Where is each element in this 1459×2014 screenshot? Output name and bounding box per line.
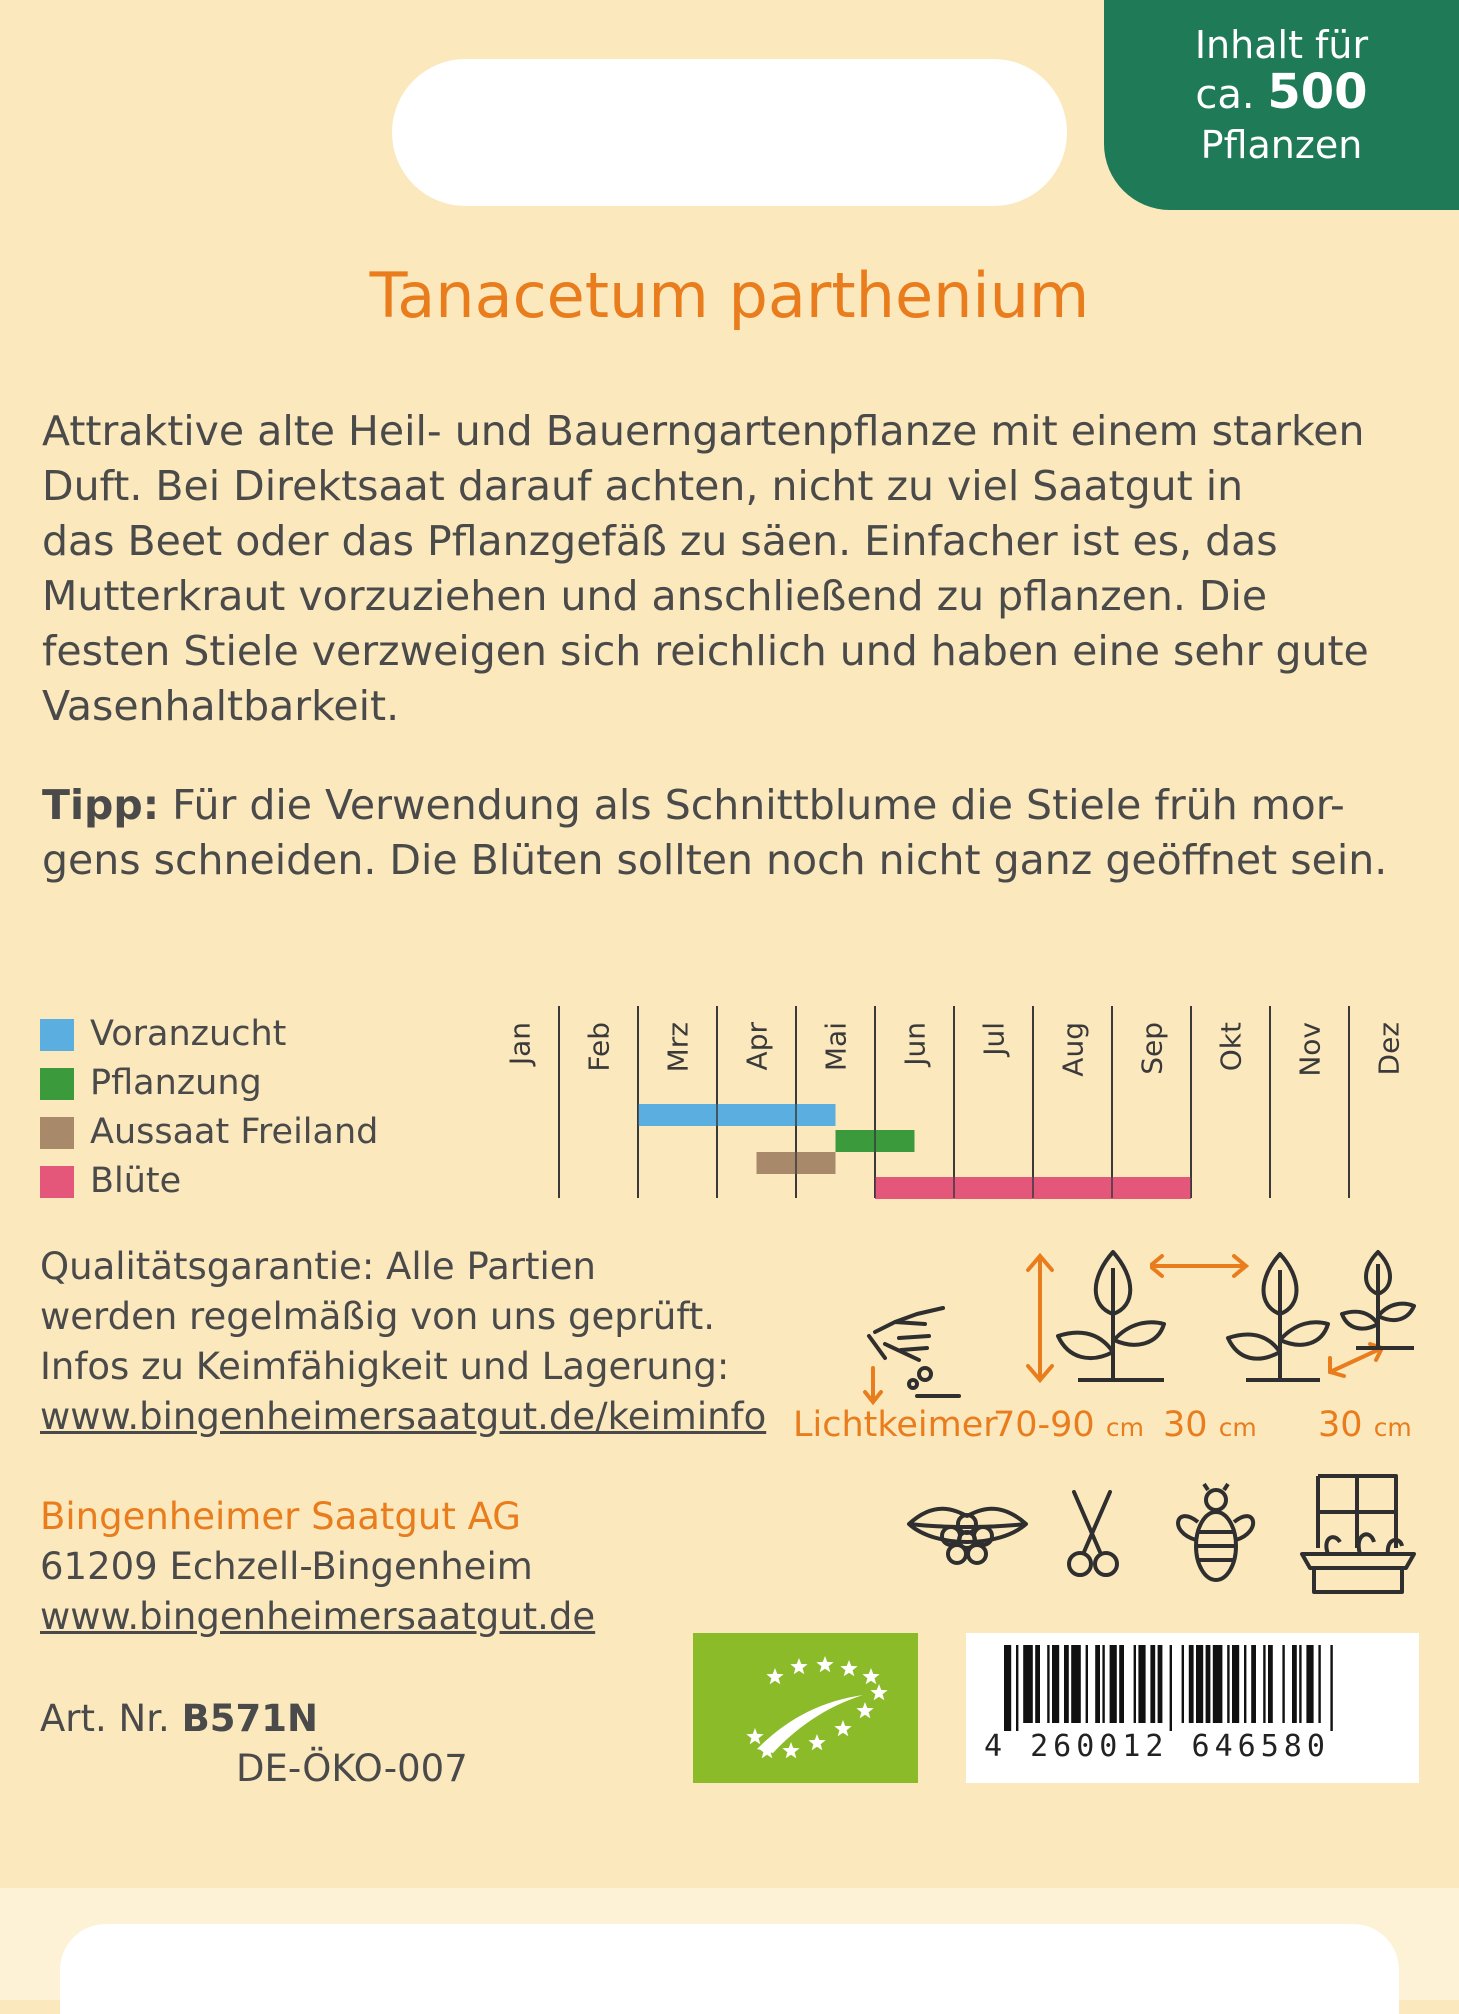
description-line: festen Stiele verzweigen sich reichlich und haben eine sehr gute (42, 627, 1369, 675)
barcode-bar (1095, 1645, 1100, 1723)
barcode-bar (1158, 1645, 1163, 1723)
barcode-bar (1213, 1645, 1223, 1723)
badge-line-1: Inhalt für (1194, 23, 1369, 67)
month-label: Jun (898, 1022, 932, 1066)
quality-guarantee (40, 1242, 780, 1442)
company-name: Bingenheimer Saatgut AG (40, 1495, 521, 1538)
barcode-bar (1251, 1645, 1256, 1723)
article-number (40, 1694, 318, 1744)
germination-label: Lichtkeimer (793, 1405, 998, 1445)
badge-count: 500 (1267, 64, 1368, 120)
keiminfo-link[interactable]: www.bingenheimersaatgut.de/keiminfo (40, 1395, 767, 1438)
eu-star (840, 1660, 857, 1676)
row-spacing-label (1163, 1403, 1257, 1450)
barcode-bar (1299, 1645, 1301, 1723)
barcode-bars (966, 1633, 1419, 1733)
month-label: Jan (503, 1022, 537, 1066)
species-title: Tanacetum parthenium (369, 259, 1090, 332)
description-line: das Beet oder das Pflanzgefäß zu säen. Einfacher ist es, das (42, 517, 1278, 565)
row-spacing-value: 30 (1163, 1405, 1208, 1445)
barcode-bar (1071, 1645, 1081, 1723)
eu-star (808, 1734, 825, 1750)
eu-leaf-stars-icon (693, 1633, 918, 1783)
eu-star (746, 1728, 763, 1744)
barcode-bar (1086, 1645, 1088, 1723)
legend-swatch (40, 1019, 74, 1051)
bee-icon (1168, 1482, 1263, 1587)
description (42, 404, 1432, 734)
barcode-bar (1282, 1645, 1284, 1723)
month-label: Mrz (661, 1022, 695, 1073)
month-label: Sep (1135, 1022, 1169, 1075)
badge-line-2 (1104, 64, 1459, 120)
article-label: Art. Nr. (40, 1697, 170, 1740)
barcode-bar (1227, 1645, 1229, 1723)
bottom-flap (0, 1888, 1459, 2000)
description-line: Duft. Bei Direktsaat darauf achten, nicht zu viel Saatgut in (42, 462, 1244, 510)
eu-star (862, 1668, 879, 1684)
barcode-bar (1170, 1645, 1172, 1731)
barcode-bar (1232, 1645, 1239, 1723)
legend-swatch (40, 1166, 74, 1198)
cut-flower-icon (1060, 1488, 1125, 1583)
barcode-bar (1244, 1645, 1246, 1723)
month-label: Nov (1293, 1022, 1327, 1077)
barcode-bar (1138, 1645, 1145, 1723)
barcode-bar (1292, 1645, 1297, 1723)
height-label (993, 1403, 1144, 1450)
barcode-bar (1119, 1645, 1124, 1723)
barcode-bar (1016, 1645, 1018, 1731)
barcode-digits: 4 260012 646580 (984, 1729, 1330, 1764)
plant-spacing-value: 30 (1318, 1405, 1363, 1445)
spacing-icon (1150, 1248, 1420, 1388)
flap-cutout (60, 1924, 1399, 2014)
barcode-bar (1150, 1645, 1155, 1723)
month-label: Feb (582, 1022, 616, 1072)
quality-line: werden regelmäßig von uns geprüft. (40, 1295, 716, 1338)
height-value: 70-90 (993, 1405, 1095, 1445)
eu-organic-logo (693, 1633, 918, 1783)
eu-leaf-arc (757, 1695, 863, 1753)
tip (42, 778, 1442, 888)
month-label: Dez (1372, 1022, 1406, 1076)
hang-hole (392, 59, 1067, 206)
organic-certification: DE-ÖKO-007 (236, 1747, 468, 1790)
barcode-bar (1330, 1645, 1332, 1731)
plant-spacing-unit: cm (1373, 1413, 1412, 1442)
barcode-bar (1064, 1645, 1069, 1723)
legend-swatch (40, 1117, 74, 1149)
edible-flower-icon (905, 1488, 1030, 1578)
barcode-bar (1004, 1645, 1011, 1731)
month-label: Okt (1214, 1022, 1248, 1072)
eu-star (816, 1656, 833, 1672)
description-line: Mutterkraut vorzuziehen und anschließend zu pflanzen. Die (42, 572, 1268, 620)
month-label: Jul (977, 1022, 1011, 1056)
height-unit: cm (1105, 1413, 1144, 1442)
description-line: Attraktive alte Heil- und Bauerngartenpflanze mit einem starken (42, 407, 1365, 455)
eu-star (870, 1684, 887, 1700)
barcode-bar (1306, 1645, 1313, 1723)
legend-label: Aussaat Freiland (90, 1112, 379, 1152)
eu-star (834, 1720, 851, 1736)
quality-line: Qualitätsgarantie: Alle Partien (40, 1245, 596, 1288)
barcode-bar (1052, 1645, 1059, 1723)
legend-label: Pflanzung (90, 1063, 262, 1103)
company-address: 61209 Echzell-Bingenheim (40, 1545, 533, 1588)
sowing-calendar (480, 1000, 1440, 1205)
height-icon (1018, 1248, 1168, 1388)
tip-text: gens schneiden. Die Blüten sollten noch nicht ganz geöffnet sein. (42, 836, 1388, 884)
month-label: Mai (819, 1022, 853, 1072)
barcode (966, 1633, 1419, 1783)
plant-spacing-label (1318, 1403, 1412, 1450)
row-spacing-unit: cm (1218, 1413, 1257, 1442)
barcode-bar (1102, 1645, 1104, 1723)
company-website-link[interactable]: www.bingenheimersaatgut.de (40, 1595, 596, 1638)
legend-swatch (40, 1068, 74, 1100)
barcode-bar (1182, 1645, 1184, 1723)
barcode-bar (1263, 1645, 1265, 1723)
barcode-bar (1035, 1645, 1040, 1723)
barcode-bar (1196, 1645, 1203, 1723)
content-badge (1104, 0, 1459, 210)
month-label: Aug (1056, 1022, 1090, 1077)
calendar-bar (638, 1104, 836, 1126)
company-info (40, 1492, 595, 1642)
barcode-bar (1047, 1645, 1049, 1723)
barcode-bar (1206, 1645, 1211, 1723)
barcode-bar (1110, 1645, 1117, 1723)
barcode-bar (1268, 1645, 1273, 1723)
badge-prefix: ca. (1195, 72, 1255, 118)
tip-text: Für die Verwendung als Schnittblume die Stiele früh mor- (159, 781, 1345, 829)
month-label: Apr (740, 1022, 774, 1071)
barcode-bar (1189, 1645, 1194, 1723)
light-germinator-icon (855, 1280, 985, 1410)
legend-label: Blüte (90, 1161, 182, 1201)
legend-label: Voranzucht (90, 1014, 287, 1054)
eu-star (766, 1668, 783, 1684)
eu-star (856, 1702, 873, 1718)
barcode-bar (1023, 1645, 1033, 1723)
description-line: Vasenhaltbarkeit. (42, 682, 400, 730)
article-value: B571N (181, 1697, 318, 1740)
eu-star (790, 1658, 807, 1674)
eu-star (782, 1742, 799, 1758)
quality-line: Infos zu Keimfähigkeit und Lagerung: (40, 1345, 730, 1388)
balcony-icon (1298, 1472, 1418, 1597)
barcode-bar (1318, 1645, 1320, 1723)
barcode-bar (1134, 1645, 1136, 1723)
tip-label: Tipp: (42, 781, 160, 829)
badge-line-3: Pflanzen (1200, 123, 1363, 167)
